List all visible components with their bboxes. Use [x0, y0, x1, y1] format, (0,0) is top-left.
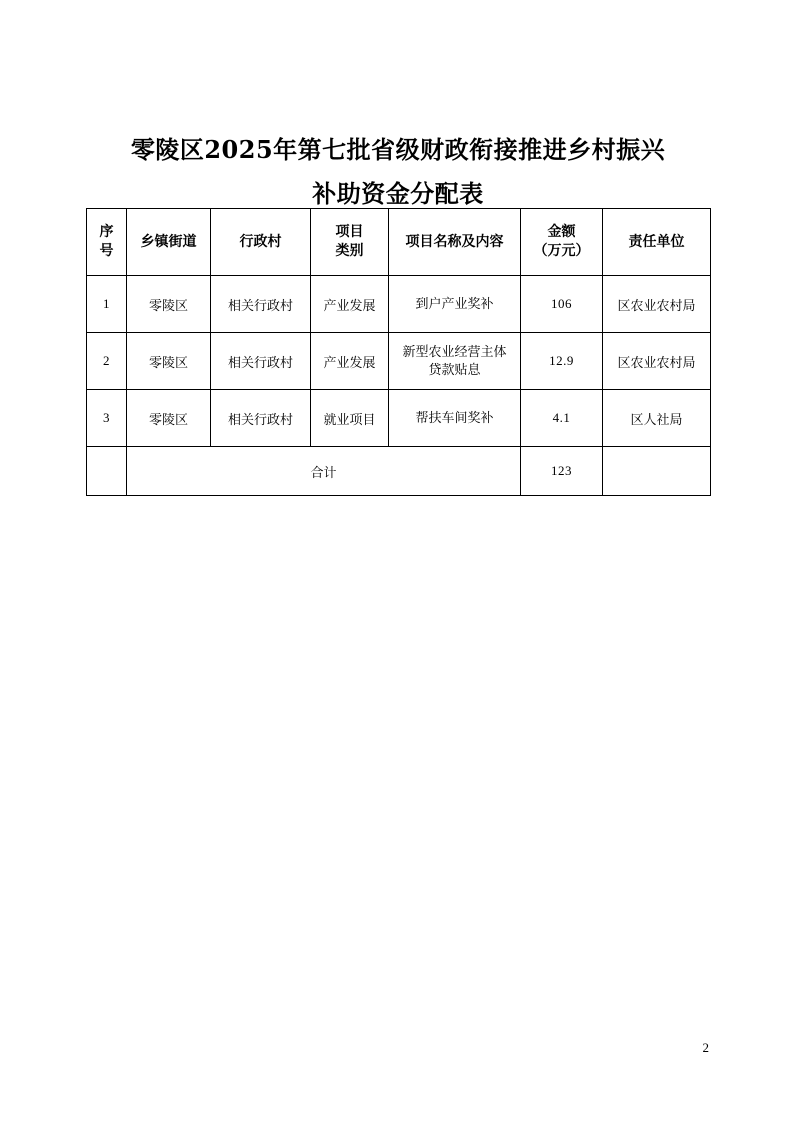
page-number: 2 [702, 1040, 709, 1055]
cell-amount: 4.1 [521, 390, 603, 447]
column-header-category [311, 209, 389, 276]
cell-village: 相关行政村 [211, 276, 311, 333]
cell-town: 零陵区 [127, 276, 211, 333]
page-title [86, 128, 710, 216]
cell-project-name [389, 390, 521, 447]
column-header-category-line-1: 项目 [335, 224, 364, 240]
cell-category: 产业发展 [311, 333, 389, 390]
cell-amount: 12.9 [521, 333, 603, 390]
cell-project-name-line-1: 到户产业奖补 [415, 296, 494, 311]
column-header-amount [521, 209, 603, 276]
table-row [87, 390, 711, 447]
cell-total-amount: 123 [521, 447, 603, 496]
page-title-line-2: 补助资金分配表 [312, 179, 484, 208]
cell-project-name-line-2: 贷款贴息 [428, 362, 481, 377]
table-header-row [87, 209, 711, 276]
cell-amount: 106 [521, 276, 603, 333]
cell-project-name [389, 333, 521, 390]
cell-project-name-line-1: 新型农业经营主体 [402, 344, 507, 359]
table-row [87, 333, 711, 390]
column-header-sequence [87, 209, 127, 276]
column-header-town: 乡镇街道 [127, 209, 211, 276]
cell-sequence: 1 [87, 276, 127, 333]
cell-village: 相关行政村 [211, 333, 311, 390]
cell-village: 相关行政村 [211, 390, 311, 447]
column-header-category-line-2: 类别 [335, 243, 364, 259]
cell-category: 产业发展 [311, 276, 389, 333]
column-header-unit: 责任单位 [603, 209, 711, 276]
cell-sequence: 2 [87, 333, 127, 390]
cell-sequence: 3 [87, 390, 127, 447]
cell-unit: 区农业农村局 [603, 333, 711, 390]
cell-unit: 区农业农村局 [603, 276, 711, 333]
column-header-amount-line-2: （万元） [533, 243, 590, 259]
column-header-project-name: 项目名称及内容 [389, 209, 521, 276]
column-header-village: 行政村 [211, 209, 311, 276]
column-header-amount-line-1: 金额 [547, 224, 576, 240]
cell-project-name [389, 276, 521, 333]
cell-town: 零陵区 [127, 390, 211, 447]
cell-total-unit [603, 447, 711, 496]
cell-project-name-line-1: 帮扶车间奖补 [415, 410, 494, 425]
column-header-sequence-line-2: 号 [99, 243, 114, 259]
cell-category: 就业项目 [311, 390, 389, 447]
cell-total-empty [87, 447, 127, 496]
cell-unit: 区人社局 [603, 390, 711, 447]
page-title-line-1: 零陵区2025年第七批省级财政衔接推进乡村振兴 [130, 135, 666, 164]
cell-total-label: 合计 [127, 447, 521, 496]
column-header-sequence-line-1: 序 [99, 224, 114, 240]
table-total-row [87, 447, 711, 496]
cell-town: 零陵区 [127, 333, 211, 390]
table-row [87, 276, 711, 333]
allocation-table [86, 208, 711, 496]
